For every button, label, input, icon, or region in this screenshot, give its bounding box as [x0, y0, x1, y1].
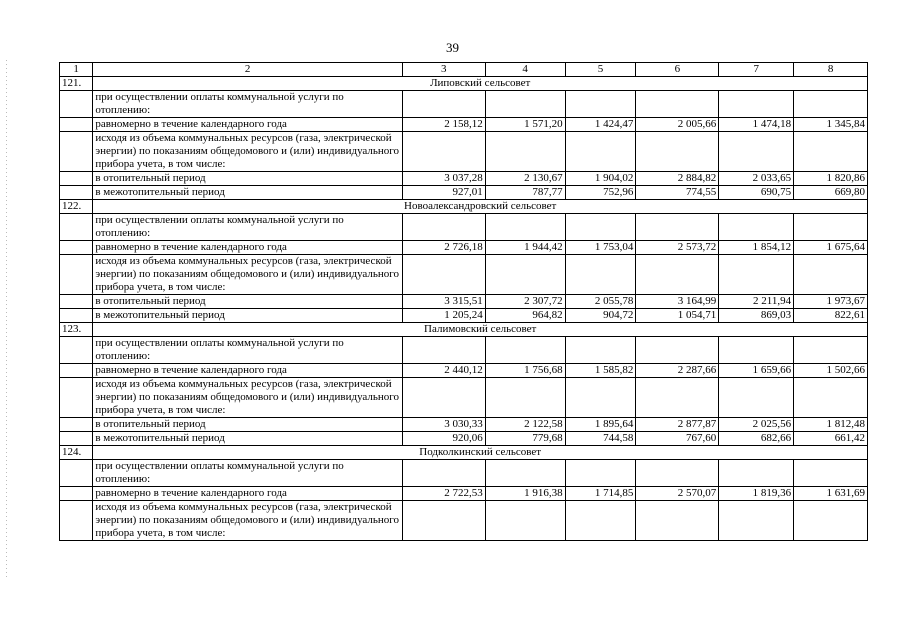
empty-value-cell [402, 214, 485, 241]
section-number: 123. [60, 323, 93, 337]
row-number-cell [60, 364, 93, 378]
interheating-period-row [60, 432, 868, 446]
empty-value-cell [719, 214, 794, 241]
empty-value-cell [794, 255, 868, 295]
empty-value-cell [794, 337, 868, 364]
section-title-row [60, 77, 868, 91]
uniform-payment-row [60, 364, 868, 378]
empty-value-cell [485, 132, 565, 172]
row-label: в межотопительный период [93, 186, 402, 200]
section-title-row [60, 323, 868, 337]
value-cell: 1 895,64 [565, 418, 636, 432]
empty-value-cell [402, 337, 485, 364]
empty-value-cell [719, 91, 794, 118]
value-cell: 1 502,66 [794, 364, 868, 378]
header-cell: 4 [485, 63, 565, 77]
value-cell: 3 315,51 [402, 295, 485, 309]
empty-value-cell [565, 460, 636, 487]
meter-heading-row [60, 501, 868, 541]
row-number-cell [60, 91, 93, 118]
value-cell: 1 916,38 [485, 487, 565, 501]
value-cell: 2 158,12 [402, 118, 485, 132]
row-label: равномерно в течение календарного года [93, 487, 402, 501]
header-cell: 8 [794, 63, 868, 77]
empty-value-cell [719, 460, 794, 487]
scan-edge-dots [6, 60, 7, 580]
value-cell: 1 205,24 [402, 309, 485, 323]
section-heading-row [60, 460, 868, 487]
row-number-cell [60, 186, 93, 200]
empty-value-cell [794, 460, 868, 487]
row-label: равномерно в течение календарного года [93, 364, 402, 378]
meter-heading: исходя из объема коммунальных ресурсов (газа, электрической энергии) по показаниям общедомового и (или) индивидуального прибора учета, в том числе: [93, 378, 402, 418]
section-heading: при осуществлении оплаты коммунальной услуги по отоплению: [93, 337, 402, 364]
row-number-cell [60, 309, 93, 323]
empty-value-cell [485, 255, 565, 295]
value-cell: 1 675,64 [794, 241, 868, 255]
empty-value-cell [719, 132, 794, 172]
value-cell: 1 631,69 [794, 487, 868, 501]
row-number-cell [60, 172, 93, 186]
empty-value-cell [485, 378, 565, 418]
value-cell: 1 944,42 [485, 241, 565, 255]
empty-value-cell [636, 337, 719, 364]
empty-value-cell [402, 132, 485, 172]
value-cell: 2 570,07 [636, 487, 719, 501]
empty-value-cell [402, 501, 485, 541]
value-cell: 1 714,85 [565, 487, 636, 501]
value-cell: 2 130,67 [485, 172, 565, 186]
uniform-payment-row [60, 487, 868, 501]
value-cell: 1 585,82 [565, 364, 636, 378]
empty-value-cell [636, 214, 719, 241]
value-cell: 1 345,84 [794, 118, 868, 132]
value-cell: 779,68 [485, 432, 565, 446]
empty-value-cell [485, 214, 565, 241]
tariff-table [59, 62, 868, 541]
empty-value-cell [402, 378, 485, 418]
value-cell: 1 571,20 [485, 118, 565, 132]
row-number-cell [60, 418, 93, 432]
row-label: в межотопительный период [93, 309, 402, 323]
empty-value-cell [719, 337, 794, 364]
row-number-cell [60, 241, 93, 255]
meter-heading-row [60, 255, 868, 295]
section-number: 124. [60, 446, 93, 460]
section-heading-row [60, 91, 868, 118]
value-cell: 1 753,04 [565, 241, 636, 255]
section-title-row [60, 446, 868, 460]
value-cell: 2 211,94 [719, 295, 794, 309]
value-cell: 2 033,65 [719, 172, 794, 186]
value-cell: 1 812,48 [794, 418, 868, 432]
row-number-cell [60, 214, 93, 241]
value-cell: 3 037,28 [402, 172, 485, 186]
section-name: Подколкинский сельсовет [93, 446, 868, 460]
header-cell: 6 [636, 63, 719, 77]
empty-value-cell [719, 255, 794, 295]
empty-value-cell [565, 91, 636, 118]
row-label: в отопительный период [93, 295, 402, 309]
uniform-payment-row [60, 118, 868, 132]
header-cell: 3 [402, 63, 485, 77]
header-cell: 7 [719, 63, 794, 77]
value-cell: 1 054,71 [636, 309, 719, 323]
value-cell: 2 877,87 [636, 418, 719, 432]
value-cell: 822,61 [794, 309, 868, 323]
value-cell: 1 474,18 [719, 118, 794, 132]
row-number-cell [60, 118, 93, 132]
section-title-row [60, 200, 868, 214]
value-cell: 2 287,66 [636, 364, 719, 378]
empty-value-cell [636, 501, 719, 541]
interheating-period-row [60, 309, 868, 323]
value-cell: 1 756,68 [485, 364, 565, 378]
meter-heading: исходя из объема коммунальных ресурсов (газа, электрической энергии) по показаниям общедомового и (или) индивидуального прибора учета, в том числе: [93, 255, 402, 295]
value-cell: 774,55 [636, 186, 719, 200]
empty-value-cell [565, 378, 636, 418]
empty-value-cell [636, 255, 719, 295]
value-cell: 1 424,47 [565, 118, 636, 132]
value-cell: 904,72 [565, 309, 636, 323]
section-number: 122. [60, 200, 93, 214]
uniform-payment-row [60, 241, 868, 255]
value-cell: 1 659,66 [719, 364, 794, 378]
value-cell: 767,60 [636, 432, 719, 446]
row-label: равномерно в течение календарного года [93, 118, 402, 132]
heating-period-row [60, 295, 868, 309]
header-cell: 5 [565, 63, 636, 77]
empty-value-cell [485, 460, 565, 487]
row-label: в отопительный период [93, 418, 402, 432]
row-number-cell [60, 255, 93, 295]
value-cell: 752,96 [565, 186, 636, 200]
empty-value-cell [565, 255, 636, 295]
page-number: 39 [446, 40, 459, 55]
value-cell: 1 819,36 [719, 487, 794, 501]
value-cell: 682,66 [719, 432, 794, 446]
row-label: равномерно в течение календарного года [93, 241, 402, 255]
section-heading: при осуществлении оплаты коммунальной услуги по отоплению: [93, 214, 402, 241]
heating-period-row [60, 172, 868, 186]
header-cell: 2 [93, 63, 402, 77]
value-cell: 787,77 [485, 186, 565, 200]
value-cell: 2 307,72 [485, 295, 565, 309]
empty-value-cell [794, 501, 868, 541]
row-number-cell [60, 460, 93, 487]
empty-value-cell [485, 91, 565, 118]
empty-value-cell [565, 132, 636, 172]
empty-value-cell [402, 460, 485, 487]
empty-value-cell [565, 337, 636, 364]
section-name: Палимовский сельсовет [93, 323, 868, 337]
value-cell: 1 904,02 [565, 172, 636, 186]
row-number-cell [60, 378, 93, 418]
value-cell: 964,82 [485, 309, 565, 323]
value-cell: 920,06 [402, 432, 485, 446]
value-cell: 2 005,66 [636, 118, 719, 132]
empty-value-cell [565, 214, 636, 241]
meter-heading-row [60, 132, 868, 172]
section-heading-row [60, 214, 868, 241]
value-cell: 2 055,78 [565, 295, 636, 309]
section-heading: при осуществлении оплаты коммунальной услуги по отоплению: [93, 460, 402, 487]
empty-value-cell [565, 501, 636, 541]
empty-value-cell [636, 378, 719, 418]
value-cell: 1 854,12 [719, 241, 794, 255]
empty-value-cell [719, 378, 794, 418]
row-number-cell [60, 337, 93, 364]
empty-value-cell [719, 501, 794, 541]
value-cell: 927,01 [402, 186, 485, 200]
empty-value-cell [794, 132, 868, 172]
section-name: Липовский сельсовет [93, 77, 868, 91]
value-cell: 1 820,86 [794, 172, 868, 186]
empty-value-cell [794, 378, 868, 418]
value-cell: 869,03 [719, 309, 794, 323]
meter-heading: исходя из объема коммунальных ресурсов (газа, электрической энергии) по показаниям общедомового и (или) индивидуального прибора учета, в том числе: [93, 132, 402, 172]
section-heading: при осуществлении оплаты коммунальной услуги по отоплению: [93, 91, 402, 118]
value-cell: 2 025,56 [719, 418, 794, 432]
empty-value-cell [485, 337, 565, 364]
header-row [60, 63, 868, 77]
empty-value-cell [636, 91, 719, 118]
value-cell: 2 726,18 [402, 241, 485, 255]
row-number-cell [60, 487, 93, 501]
empty-value-cell [794, 91, 868, 118]
heating-period-row [60, 418, 868, 432]
section-number: 121. [60, 77, 93, 91]
section-heading-row [60, 337, 868, 364]
value-cell: 744,58 [565, 432, 636, 446]
section-name: Новоалександровский сельсовет [93, 200, 868, 214]
value-cell: 2 573,72 [636, 241, 719, 255]
row-number-cell [60, 295, 93, 309]
empty-value-cell [636, 460, 719, 487]
row-label: в межотопительный период [93, 432, 402, 446]
meter-heading: исходя из объема коммунальных ресурсов (газа, электрической энергии) по показаниям общедомового и (или) индивидуального прибора учета, в том числе: [93, 501, 402, 541]
row-number-cell [60, 501, 93, 541]
empty-value-cell [636, 132, 719, 172]
value-cell: 2 122,58 [485, 418, 565, 432]
empty-value-cell [794, 214, 868, 241]
value-cell: 3 164,99 [636, 295, 719, 309]
header-cell: 1 [60, 63, 93, 77]
interheating-period-row [60, 186, 868, 200]
row-label: в отопительный период [93, 172, 402, 186]
row-number-cell [60, 132, 93, 172]
value-cell: 2 722,53 [402, 487, 485, 501]
value-cell: 669,80 [794, 186, 868, 200]
row-number-cell [60, 432, 93, 446]
value-cell: 661,42 [794, 432, 868, 446]
empty-value-cell [402, 255, 485, 295]
value-cell: 2 884,82 [636, 172, 719, 186]
value-cell: 2 440,12 [402, 364, 485, 378]
value-cell: 3 030,33 [402, 418, 485, 432]
value-cell: 690,75 [719, 186, 794, 200]
empty-value-cell [402, 91, 485, 118]
meter-heading-row [60, 378, 868, 418]
empty-value-cell [485, 501, 565, 541]
value-cell: 1 973,67 [794, 295, 868, 309]
